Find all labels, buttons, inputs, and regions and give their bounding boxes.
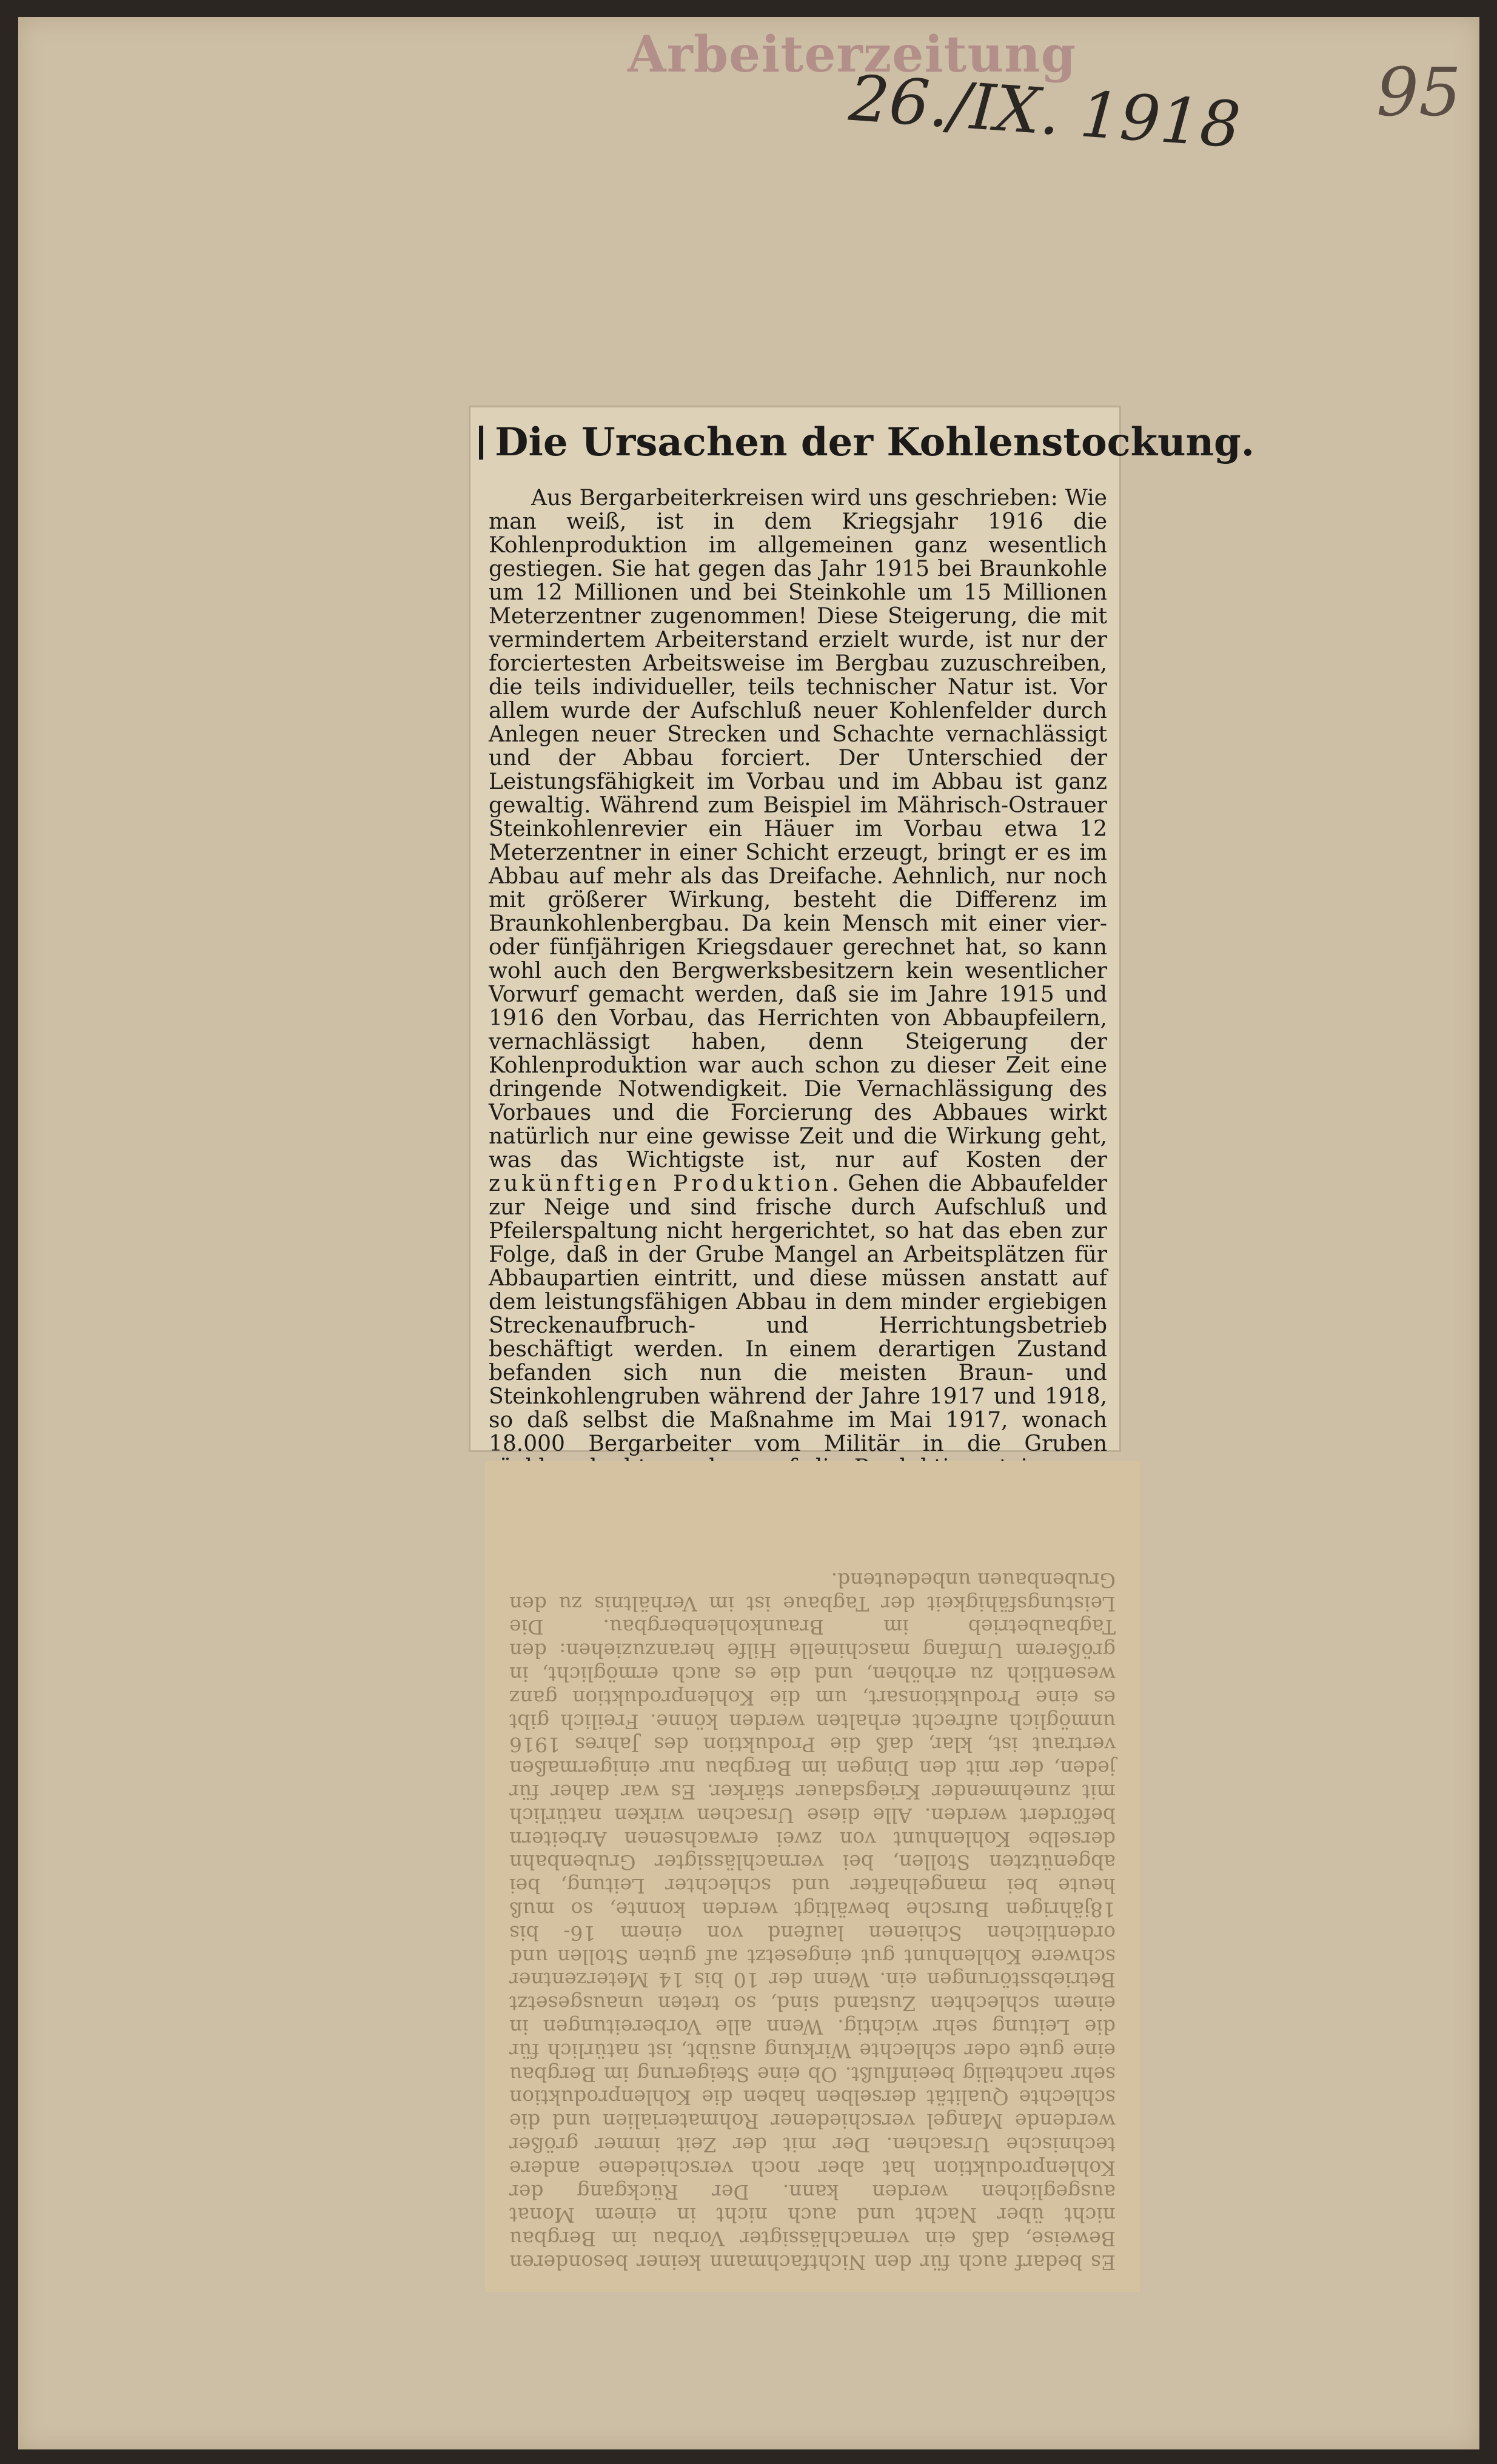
bleed-through-text: Es bedarf auch für den Nichtfachmann keiner besonderen Beweise, daß ein vernachlässigter Vorbau im Bergbau nicht über Nacht und auch nicht in einem Monat ausgeglichen werden kann. Der Rückgang der Kohlenproduktion hat aber noch verschiedene andere technische Ursachen. Der mit der Zeit immer größer werdende Mangel verschiedener Rohmaterialien und die schlechte Qualität derselben haben die Kohlenproduktion sehr nachteilig beeinflußt. Ob eine Steigerung im Bergbau eine gute oder schlechte Wirkung ausübt, ist natürlich für die Leitung sehr wichtig. Wenn alle Vorbereitungen in einem schlechten Zustand sind, so treten unausgesetzt Betriebsstörungen ein. Wenn der 10 bis 14 Meterzentner schwere Kohlenhunt gut eingesetzt auf guten Stollen und ordentlichen Schienen laufend von einem 16- bis 18jährigen Bursche bewältigt werden konnte, so muß heute bei mangelhafter und schlechter Leitung, bei abgenützten Stollen, bei vernachlässigter Grubenbahn derselbe Kohlenhunt von zwei erwachsenen Arbeitern befördert werden. Alle diese Ursachen wirken natürlich mit zunehmender Kriegsdauer stärker. Es war daher für jeden, der mit den Dingen im Bergbau nur einigermaßen vertraut ist, klar, daß die Produktion des Jahres 1916 unmöglich aufrecht erhalten werden könne. Freilich gibt es eine Produktionsart, um die Kohlenproduktion ganz wesentlich zu erhöhen, und die es auch ermöglicht, in größerem Umfang maschinelle Hilfe heranzuziehen: den Tagbaubetrieb im Braunkohlenbergbau. Die Leistungsfähigkeit der Tagbaue ist im Verhältnis zu den Grubenbauen unbedeutend. bbox=[509, 1568, 1116, 2274]
folio-number: 95 bbox=[1376, 53, 1461, 131]
handwritten-date: 26./IX. 1918 bbox=[846, 61, 1243, 162]
newspaper-stamp: Arbeiterzeitung bbox=[628, 25, 1077, 84]
article-text-emphasis: zukünftigen Produktion bbox=[489, 1171, 832, 1196]
article-text-part2: . Gehen die Abbaufelder zur Neige und sind frische durch Aufschluß und Pfeilerspaltung nicht hergerichtet, so hat das eben zur Folge, daß in der Grube Mangel an Arbeitsplätzen für Abbaupartien eintritt, und diese müssen anstatt auf dem leistungsfähigen Abbau in dem minder ergiebigen Streckenaufbruch- und Herrichtungsbetrieb beschäftigt werden. In einem derartigen Zustand befanden sich nun die meisten Braun- und Steinkohlengruben während der Jahre 1917 und 1918, so daß selbst die Maßnahme im Mai 1917, wonach 18.000 Bergarbeiter vom Militär in die Gruben bbox=[489, 1171, 1107, 1456]
article-headline: Die Ursachen der Kohlenstockung. bbox=[495, 420, 1255, 465]
article-text-part1: Aus Bergarbeiterkreisen wird uns geschrieben: Wie man weiß, ist in dem Kriegsjahr 1916 die Kohlenproduktion im allgemeinen ganz wesentlich gestiegen. Sie hat gegen das Jahr 1915 bei Braunkohle um 12 Millionen und bei Steinkohle um 15 Millionen Meterzentner zugenommen! Diese Steigerung, die mit vermindertem Arbeiterstand erzielt wurde, ist nur der forciertesten Arbeitsweise im Bergbau zuzuschreiben, die teils individueller, teils technischer Natur ist. Vor allem wurde der Aufschluß neuer Kohlenfelder durch Anlegen neuer Strecken und Schachte vernachlässigt und der Abbau forciert. Der Unterschied der Leistungsfähigkeit im Vorbau und im Abbau ist ganz gewaltig. Während zum Beispiel im Mährisch-Ostrauer Steinkohlenrevier ein Häuer im Vorbau etwa 12 Meterzentner in einer Schicht erzeugt, bringt er es im Abbau auf mehr als das Dreifache. Aehnlich, nur noch mit größerer Wirkung, besteht die Differenz im Braunkohlenbergbau. Da kein Mensch mit einer vier- oder fünfjährigen Kriegsdauer gerechnet hat, so kann wohl auch den Bergwerksbesitzern kein wesentlicher Vorwurf gemacht werden, daß sie im Jahre 1915 und 1916 den Vorbau, das Herrichten von Abbaupfeilern, vernachlässigt haben, denn Steigerung der Kohlenproduktion war auch schon zu dieser Zeit eine dringende Notwendigkeit. Die Vernachlässigung des Vorbaues und die Forcierung des Abbaues wirkt natürlich nur eine gewisse Zeit und die Wirkung geht, was das Wichtigste ist, nur auf Kosten der bbox=[489, 486, 1107, 1173]
headline-rule bbox=[479, 426, 483, 460]
newspaper-clipping bbox=[471, 407, 1255, 1456]
article-body bbox=[489, 486, 1107, 1503]
clipping-reverse-side bbox=[485, 1461, 1140, 2292]
